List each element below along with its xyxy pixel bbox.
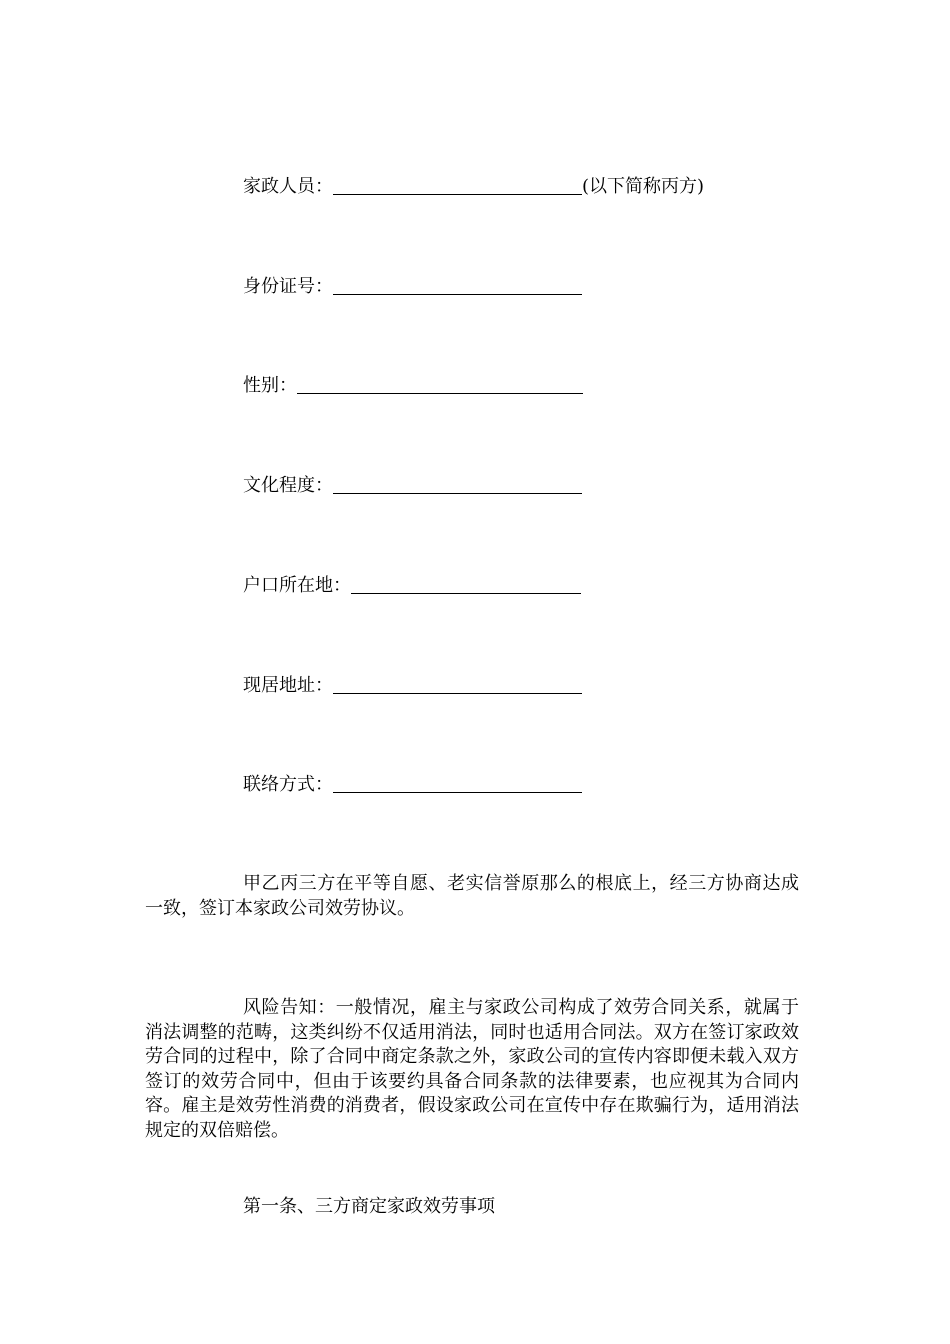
current-address-blank[interactable] (333, 674, 582, 694)
id-number-blank[interactable] (333, 275, 582, 295)
household-location-blank[interactable] (351, 574, 581, 594)
worker-suffix: (以下简称丙方) (582, 176, 705, 197)
article-1-heading: 第一条、三方商定家政效劳事项 (243, 1196, 495, 1217)
intro-paragraph: 甲乙丙三方在平等自愿、老实信誉原那么的根底上，经三方协商达成一致，签订本家政公司效劳协议。 (145, 873, 799, 919)
risk-notice-paragraph: 风险告知：一般情况，雇主与家政公司构成了效劳合同关系，就属于消法调整的范畴，这类纠纷不仅适用消法，同时也适用合同法。双方在签订家政效劳合同的过程中，除了合同中商定条款之外，家政公司的宣传内容即便未载入双方签订的效劳合同中，但由于该要约具备合同条款的法律要素，也应视其为合同内容。雇主是效劳性消费的消费者，假设家政公司在宣传中存在欺骗行为，适用消法规定的双倍赔偿。 (145, 997, 799, 1141)
contact-field (243, 773, 582, 796)
id-number-field (243, 275, 582, 298)
contact-label: 联络方式： (243, 774, 333, 795)
gender-field (243, 374, 583, 397)
education-blank[interactable] (333, 474, 582, 494)
worker-blank[interactable] (333, 175, 582, 195)
worker-field (243, 175, 704, 198)
gender-blank[interactable] (297, 374, 583, 394)
id-number-label: 身份证号： (243, 276, 333, 297)
education-label: 文化程度： (243, 475, 333, 496)
gender-label: 性别： (243, 375, 297, 396)
education-field (243, 474, 582, 497)
household-location-field (243, 574, 581, 597)
current-address-label: 现居地址： (243, 675, 333, 696)
worker-label: 家政人员： (243, 176, 333, 197)
household-location-label: 户口所在地： (243, 575, 351, 596)
contact-blank[interactable] (333, 773, 582, 793)
current-address-field (243, 674, 582, 697)
